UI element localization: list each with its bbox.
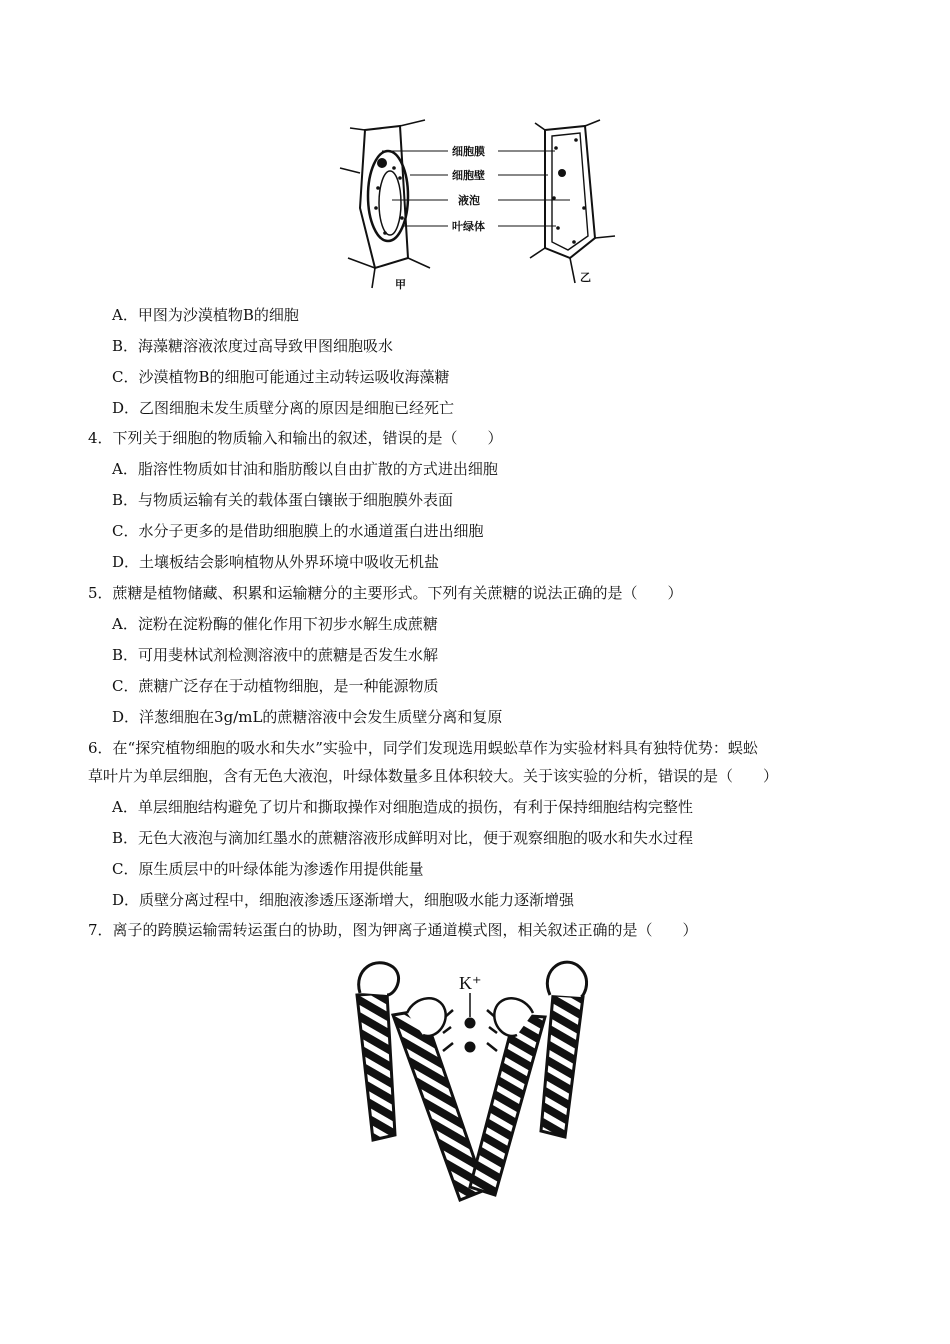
cell-right-protoplast (552, 133, 588, 250)
q6-option-b: B．无色大液泡与滴加红墨水的蔗糖溶液形成鲜明对比，便于观察细胞的吸水和失水过程 (112, 829, 694, 847)
k-ion-1 (465, 1018, 476, 1029)
plant-cell-figure (330, 118, 630, 293)
q5-option-a: A．淀粉在淀粉酶的催化作用下初步水解生成蔗糖 (112, 615, 438, 633)
cell-left-neighbor (340, 120, 430, 288)
label-vacuole: 液泡 (458, 194, 480, 207)
q6-stem-line1: 6．在“探究植物细胞的吸水和失水”实验中，同学们发现选用蜈蚣草作为实验材料具有独特优势：蜈蚣 (88, 739, 758, 757)
helix-outer-left (357, 993, 395, 1140)
label-cell-membrane: 细胞膜 (452, 145, 485, 158)
q3-option-d: D．乙图细胞未发生质壁分离的原因是细胞已经死亡 (112, 399, 455, 417)
q3-option-a: A．甲图为沙漠植物B的细胞 (112, 306, 299, 324)
q3-option-b: B．海藻糖溶液浓度过高导致甲图细胞吸水 (112, 337, 394, 355)
caption-left: 甲 (395, 278, 406, 291)
helix-inner-left (393, 1010, 485, 1200)
q7-stem: 7．离子的跨膜运输需转运蛋白的协助，图为钾离子通道模式图，相关叙述正确的是（ ） (88, 921, 698, 939)
k-ion-label: K⁺ (459, 973, 482, 993)
q4-option-b: B．与物质运输有关的载体蛋白镶嵌于细胞膜外表面 (112, 491, 454, 509)
q6-option-d: D．质壁分离过程中，细胞液渗透压逐渐增大，细胞吸水能力逐渐增强 (112, 891, 575, 909)
q5-option-d: D．洋葱细胞在3g/mL的蔗糖溶液中会发生质壁分离和复原 (112, 708, 503, 726)
q6-option-a: A．单层细胞结构避免了切片和撕取操作对细胞造成的损伤，有利于保持细胞结构完整性 (112, 798, 693, 816)
q6-option-c: C．原生质层中的叶绿体能为渗透作用提供能量 (112, 860, 424, 878)
q6-stem-line2: 草叶片为单层细胞，含有无色大液泡，叶绿体数量多且体积较大。关于该实验的分析，错误的是（ ） (88, 767, 779, 785)
q5-option-c: C．蔗糖广泛存在于动植物细胞，是一种能源物质 (112, 677, 439, 695)
q4-option-a: A．脂溶性物质如甘油和脂肪酸以自由扩散的方式进出细胞 (112, 460, 498, 478)
q5-option-b: B．可用斐林试剂检测溶液中的蔗糖是否发生水解 (112, 646, 439, 664)
helix-inner-right (470, 1015, 545, 1195)
caption-right: 乙 (580, 271, 591, 284)
k-ion-2 (465, 1042, 476, 1053)
q4-option-d: D．土壤板结会影响植物从外界环境中吸收无机盐 (112, 553, 440, 571)
loop-left (359, 963, 399, 995)
q5-stem: 5．蔗糖是植物储藏、积累和运输糖分的主要形式。下列有关蔗糖的说法正确的是（ ） (88, 584, 683, 602)
loop-right (547, 962, 586, 997)
q4-stem: 4．下列关于细胞的物质输入和输出的叙述，错误的是（ ） (88, 429, 503, 447)
label-chloroplast: 叶绿体 (452, 220, 485, 233)
helix-outer-right (541, 995, 583, 1137)
q3-option-c: C．沙漠植物B的细胞可能通过主动转运吸收海藻糖 (112, 368, 450, 386)
q4-option-c: C．水分子更多的是借助细胞膜上的水通道蛋白进出细胞 (112, 522, 484, 540)
cell-left-protoplast (368, 151, 408, 241)
label-cell-wall: 细胞壁 (452, 169, 485, 182)
potassium-channel-figure (345, 955, 595, 1210)
